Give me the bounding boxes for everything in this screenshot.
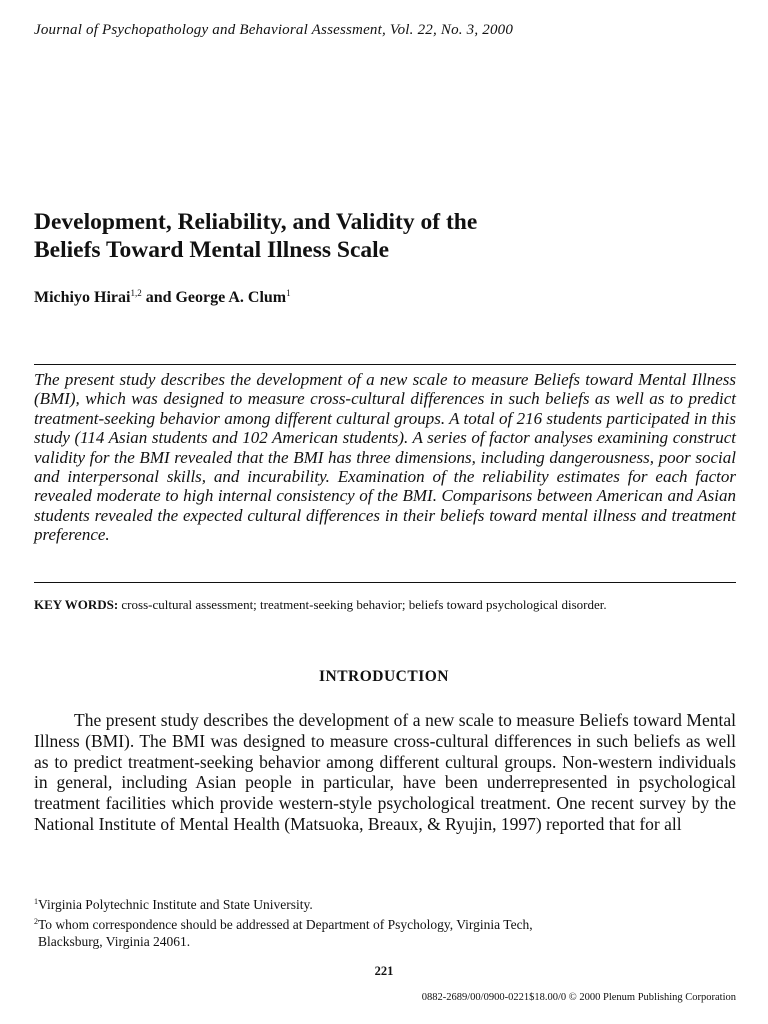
- abstract-top-rule: [34, 364, 736, 365]
- author-list: [34, 288, 291, 307]
- title-line-2: Beliefs Toward Mental Illness Scale: [34, 237, 390, 263]
- footnote: [34, 893, 744, 913]
- journal-header: Journal of Psychopathology and Behavioral Assessment, Vol. 22, No. 3, 2000: [34, 22, 514, 38]
- footnote-mark: 1: [34, 897, 38, 906]
- section-heading-introduction: INTRODUCTION: [318, 668, 449, 685]
- page-number: 221: [374, 964, 394, 978]
- author-affiliation-mark: 1,2: [130, 288, 142, 298]
- author-name: George A. Clum: [175, 289, 287, 306]
- abstract: The present study describes the development of a new scale to measure Beliefs toward Mental Illness (BMI), which was designed to measure cross-cultural differences in such beliefs as well as to predict treatment-seeking behavior among different cultural groups. A total of 216 students participated in this study (114 Asian students and 102 American students). A series of factor analyses examining construct validity for the BMI revealed that the BMI has three dimensions, including dangerousness, poor social and interpersonal skills, and incurability. Examination of the reliability estimates for each factor revealed moderate to high internal consistency of the BMI. Comparisons between American and Asian students revealed the expected cultural differences in their beliefs toward mental illness and treatment preference.: [34, 370, 736, 545]
- keywords: [34, 597, 736, 613]
- footnote-text-continued: Blacksburg, Virginia 24061.: [38, 934, 191, 949]
- author-name: Michiyo Hirai: [34, 289, 131, 306]
- footnote: [34, 913, 744, 950]
- author-joiner: and: [141, 289, 176, 306]
- footnote-text: To whom correspondence should be addressed at Department of Psychology, Virginia Tech,: [38, 917, 533, 932]
- introduction-paragraph: The present study describes the development of a new scale to measure Beliefs toward Mental Illness (BMI). The BMI was designed to measure cross-cultural differences in such beliefs as well as to predict treatment-seeking behavior among different cultural groups. Non-western individuals in general, including Asian people in particular, have been underrepresented in psychological treatment facilities which provide western-style psychological treatment. One recent survey by the National Institute of Mental Health (Matsuoka, Breaux, & Ryujin, 1997) reported that for all: [34, 710, 736, 834]
- author-affiliation-mark: 1: [286, 288, 291, 298]
- footnotes: [34, 893, 744, 950]
- copyright-line: 0882-2689/00/0900-0221$18.00/0 © 2000 Plenum Publishing Corporation: [421, 992, 736, 1003]
- title-line-1: Development, Reliability, and Validity of the: [34, 209, 478, 235]
- article-title: [34, 208, 734, 264]
- footnote-text: Virginia Polytechnic Institute and State University.: [38, 897, 313, 912]
- footnote-mark: 2: [34, 917, 38, 926]
- abstract-bottom-rule: [34, 582, 736, 583]
- keywords-label: KEY WORDS:: [34, 597, 119, 612]
- keywords-text: cross-cultural assessment; treatment-seeking behavior; beliefs toward psychological disorder.: [118, 597, 607, 612]
